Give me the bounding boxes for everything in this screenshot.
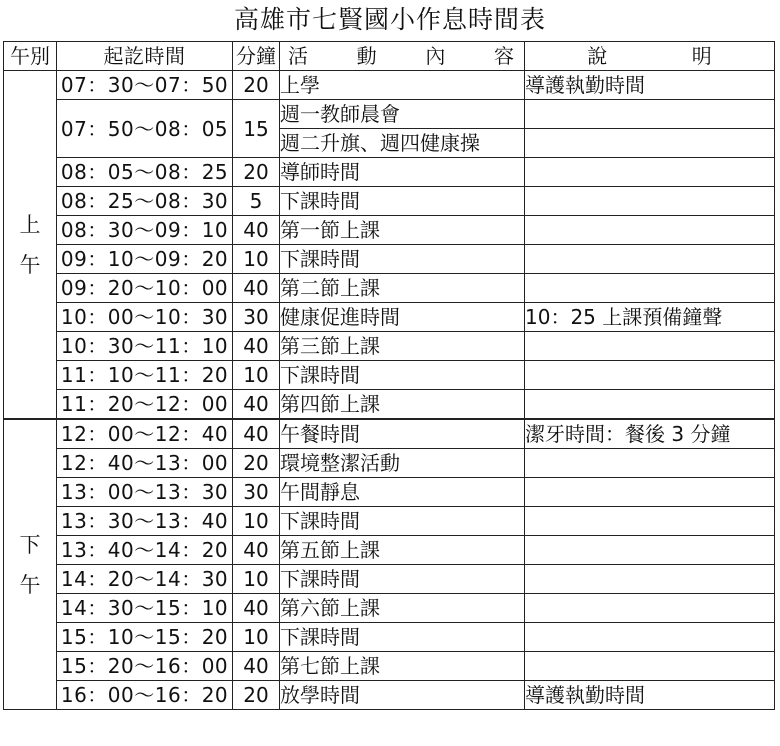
table-row <box>4 390 775 420</box>
minutes-cell: 40 <box>233 536 280 565</box>
note-cell <box>525 478 775 507</box>
activity-cell: 下課時間 <box>280 245 525 274</box>
note-cell: 10：25 上課預備鐘聲 <box>525 303 775 332</box>
minutes-cell: 10 <box>233 507 280 536</box>
table-row <box>4 216 775 245</box>
minutes-cell: 10 <box>233 361 280 390</box>
note-cell: 導護執勤時間 <box>525 71 775 100</box>
activity-cell: 放學時間 <box>280 681 525 710</box>
minutes-cell: 30 <box>233 303 280 332</box>
time-cell: 16：00～16：20 <box>57 681 233 710</box>
header-activity <box>280 42 525 71</box>
activity-cell: 第六節上課 <box>280 594 525 623</box>
activity-cell: 第五節上課 <box>280 536 525 565</box>
minutes-cell: 20 <box>233 71 280 100</box>
time-cell: 10：30～11：10 <box>57 332 233 361</box>
time-cell: 08：30～09：10 <box>57 216 233 245</box>
table-row <box>4 449 775 478</box>
activity-cell: 第七節上課 <box>280 652 525 681</box>
note-cell <box>525 623 775 652</box>
activity-cell: 第二節上課 <box>280 274 525 303</box>
table-row <box>4 303 775 332</box>
period-afternoon <box>4 419 57 710</box>
note-cell <box>525 361 775 390</box>
table-row <box>4 565 775 594</box>
table-row <box>4 594 775 623</box>
time-cell: 15：20～16：00 <box>57 652 233 681</box>
time-cell: 11：10～11：20 <box>57 361 233 390</box>
note-cell <box>525 652 775 681</box>
note-cell <box>525 245 775 274</box>
table-row <box>4 536 775 565</box>
period-morning <box>4 71 57 420</box>
table-row <box>4 361 775 390</box>
header-activity-char: 活 <box>288 44 308 68</box>
header-note <box>525 42 775 71</box>
time-cell: 14：20～14：30 <box>57 565 233 594</box>
header-minutes: 分鐘 <box>233 42 280 71</box>
time-cell: 09：20～10：00 <box>57 274 233 303</box>
minutes-cell: 5 <box>233 187 280 216</box>
minutes-cell: 20 <box>233 681 280 710</box>
note-cell <box>525 565 775 594</box>
time-cell: 13：00～13：30 <box>57 478 233 507</box>
minutes-cell: 40 <box>233 216 280 245</box>
time-cell: 13：40～14：20 <box>57 536 233 565</box>
minutes-cell: 20 <box>233 158 280 187</box>
time-cell: 09：10～09：20 <box>57 245 233 274</box>
header-time: 起訖時間 <box>57 42 233 71</box>
time-cell: 08：05～08：25 <box>57 158 233 187</box>
period-char: 下 <box>19 532 41 557</box>
table-row <box>4 158 775 187</box>
time-cell: 07：50～08：05 <box>57 100 233 158</box>
table-row <box>4 681 775 710</box>
table-row <box>4 478 775 507</box>
note-cell <box>525 536 775 565</box>
note-cell: 潔牙時間：餐後 3 分鐘 <box>525 419 775 449</box>
note-cell <box>525 332 775 361</box>
activity-cell: 第一節上課 <box>280 216 525 245</box>
minutes-cell: 10 <box>233 565 280 594</box>
activity-cell: 下課時間 <box>280 507 525 536</box>
table-row <box>4 623 775 652</box>
minutes-cell: 40 <box>233 652 280 681</box>
activity-cell: 午間靜息 <box>280 478 525 507</box>
activity-cell: 下課時間 <box>280 623 525 652</box>
table-row <box>4 507 775 536</box>
schedule-table <box>3 41 775 710</box>
table-row <box>4 245 775 274</box>
note-cell <box>525 274 775 303</box>
time-cell: 15：10～15：20 <box>57 623 233 652</box>
time-cell: 13：30～13：40 <box>57 507 233 536</box>
time-cell: 14：30～15：10 <box>57 594 233 623</box>
note-cell <box>525 187 775 216</box>
table-row <box>4 71 775 100</box>
activity-cell: 週二升旗、週四健康操 <box>280 129 525 158</box>
activity-cell: 環境整潔活動 <box>280 449 525 478</box>
minutes-cell: 40 <box>233 332 280 361</box>
header-activity-char: 容 <box>493 44 514 68</box>
note-cell <box>525 129 775 158</box>
period-char: 午 <box>19 252 41 277</box>
table-row <box>4 100 775 129</box>
activity-cell: 健康促進時間 <box>280 303 525 332</box>
minutes-cell: 20 <box>233 449 280 478</box>
activity-cell: 導師時間 <box>280 158 525 187</box>
page-title: 高雄市七賢國小作息時間表 <box>233 5 546 34</box>
table-row <box>4 419 775 449</box>
note-cell <box>525 390 775 420</box>
header-row <box>4 42 775 71</box>
activity-cell: 下課時間 <box>280 187 525 216</box>
table-row <box>4 332 775 361</box>
period-char: 上 <box>19 212 41 237</box>
time-cell: 07：30～07：50 <box>57 71 233 100</box>
time-cell: 11：20～12：00 <box>57 390 233 420</box>
header-note-char: 明 <box>691 44 712 68</box>
header-period: 午別 <box>4 42 57 71</box>
activity-cell: 第三節上課 <box>280 332 525 361</box>
note-cell <box>525 216 775 245</box>
note-cell: 導護執勤時間 <box>525 681 775 710</box>
activity-cell: 週一教師晨會 <box>280 100 525 129</box>
note-cell <box>525 594 775 623</box>
minutes-cell: 40 <box>233 390 280 420</box>
minutes-cell: 10 <box>233 245 280 274</box>
time-cell: 10：00～10：30 <box>57 303 233 332</box>
period-char: 午 <box>19 572 41 597</box>
note-cell <box>525 507 775 536</box>
note-cell <box>525 100 775 129</box>
minutes-cell: 15 <box>233 100 280 158</box>
activity-cell: 午餐時間 <box>280 419 525 449</box>
header-note-char: 說 <box>587 44 608 68</box>
minutes-cell: 10 <box>233 623 280 652</box>
table-row <box>4 652 775 681</box>
time-cell: 08：25～08：30 <box>57 187 233 216</box>
header-activity-char: 內 <box>425 44 446 68</box>
note-cell <box>525 449 775 478</box>
minutes-cell: 40 <box>233 419 280 449</box>
time-cell: 12：40～13：00 <box>57 449 233 478</box>
minutes-cell: 40 <box>233 594 280 623</box>
activity-cell: 下課時間 <box>280 565 525 594</box>
minutes-cell: 40 <box>233 274 280 303</box>
table-row <box>4 187 775 216</box>
note-cell <box>525 158 775 187</box>
activity-cell: 第四節上課 <box>280 390 525 420</box>
time-cell: 12：00～12：40 <box>57 419 233 449</box>
header-activity-char: 動 <box>356 44 377 68</box>
table-row <box>4 274 775 303</box>
activity-cell: 下課時間 <box>280 361 525 390</box>
activity-cell: 上學 <box>280 71 525 100</box>
minutes-cell: 30 <box>233 478 280 507</box>
